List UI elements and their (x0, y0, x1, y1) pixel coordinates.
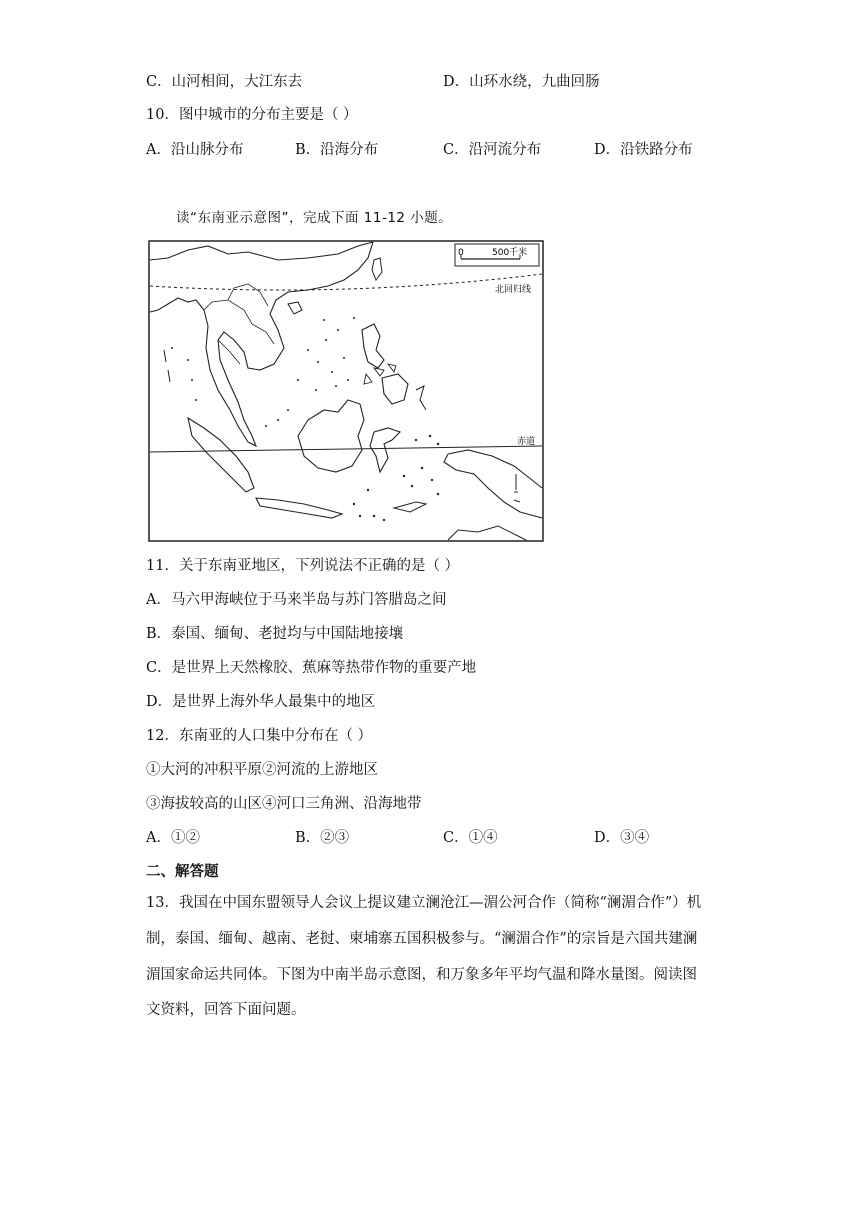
southeast-asia-map (148, 240, 544, 542)
q12-option-b: B．②③ (295, 830, 350, 846)
q9-option-d: D．山环水绕，九曲回肠 (443, 74, 600, 90)
q11-option-d: D．是世界上海外华人最集中的地区 (146, 694, 376, 710)
q10-option-b: B．沿海分布 (295, 142, 379, 158)
map-frame (149, 241, 543, 541)
q12-option-a: A．①② (146, 830, 200, 846)
q12-option-c: C．①④ (443, 830, 498, 846)
q10-option-a: A．沿山脉分布 (146, 142, 244, 158)
q11-option-b: B．泰国、缅甸、老挝均与中国陆地接壤 (146, 626, 404, 642)
q13-line-2: 制，泰国、缅甸、越南、老挝、柬埔寨五国积极参与。“澜湄合作”的宗旨是六国共建澜 (146, 931, 698, 947)
section-heading: 二、解答题 (146, 863, 219, 880)
q11-option-c: C．是世界上天然橡胶、蕉麻等热带作物的重要产地 (146, 660, 477, 676)
q13-line-4: 文资料，回答下面问题。 (146, 1002, 306, 1018)
scale-label: 500千米 (492, 248, 528, 258)
q13-line-3: 湄国家命运共同体。下图为中南半岛示意图，和万象多年平均气温和降水量图。阅读图 (146, 967, 697, 983)
q9-option-c: C．山河相间，大江东去 (146, 74, 303, 90)
q12-option-d: D．③④ (594, 830, 650, 846)
intro-11-12: 读“东南亚示意图”，完成下面 11-12 小题。 (176, 210, 453, 226)
q11-stem: 11．关于东南亚地区，下列说法不正确的是（ ） (146, 558, 460, 574)
equator-label: 赤道 (517, 437, 536, 447)
q11-option-a: A．马六甲海峡位于马来半岛与苏门答腊岛之间 (146, 592, 447, 608)
q13-line-1: 13．我国在中国东盟领导人会议上提议建立澜沧江—湄公河合作（简称“澜湄合作”）机 (146, 895, 702, 911)
q10-option-c: C．沿河流分布 (443, 142, 542, 158)
q12-stem: 12．东南亚的人口集中分布在（ ） (146, 728, 373, 744)
tropic-label: 北回归线 (495, 285, 532, 295)
scale-zero: 0 (458, 248, 464, 258)
q10-option-d: D．沿铁路分布 (594, 142, 693, 158)
q12-line1: ①大河的冲积平原②河流的上游地区 (146, 762, 378, 778)
q10-stem: 10．图中城市的分布主要是（ ） (146, 107, 358, 123)
q12-line2: ③海拔较高的山区④河口三角洲、沿海地带 (146, 796, 422, 812)
